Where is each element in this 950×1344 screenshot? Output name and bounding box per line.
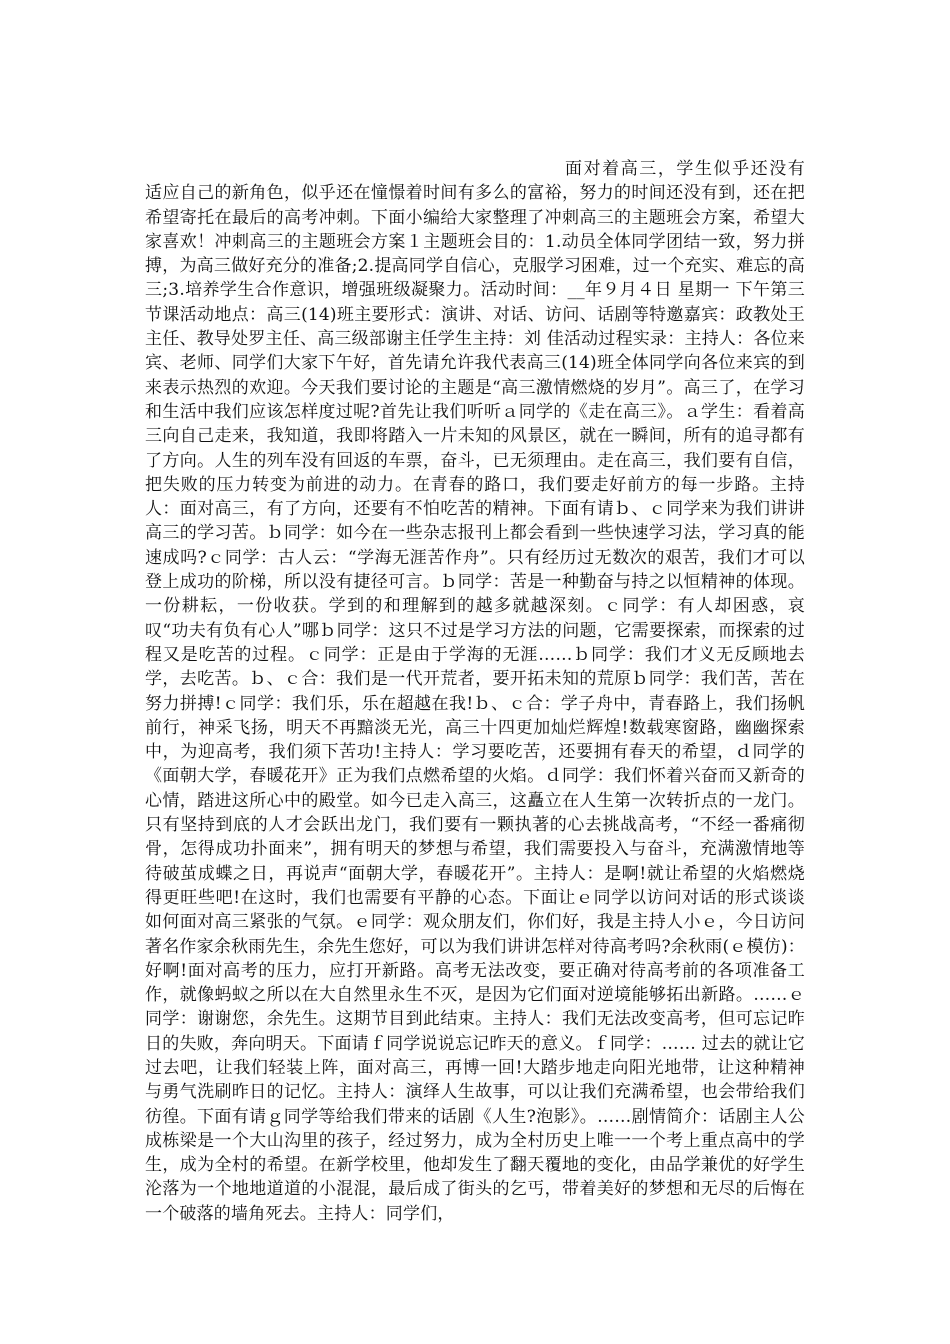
body-text: 面对着高三，学生似乎还没有适应自己的新角色，似乎还在憧憬着时间有多么的富裕，努力的时间还没有到，还在把希望寄托在最后的高考冲刺。下面小编给大家整理了冲刺高三的主题班会方案，希望大家喜欢！冲刺高三的主题班会方案１主题班会目的：1.动员全体同学团结一致，努力拼搏，为高三做好充分的准备;2.提高同学自信心，克服学习困难，过一个充实、难忘的高三;3.培养学生合作意识，增强班级凝聚力。活动时间：__年９月４日 星期一 下午第三节课活动地点：高三(14)班主要形式：演讲、对话、访问、话剧等特邀嘉宾：政教处王主任、教导处罗主任、高三级部谢主任学生主持：刘 佳活动过程实录：主持人：各位来宾、老师、同学们大家下午好，首先请允许我代表高三(14)班全体同学向各位来宾的到来表示热烈的欢迎。今天我们要讨论的主题是“高三激情燃烧的岁月”。高三了，在学习和生活中我们应该怎样度过呢?首先让我们听听ａ同学的《走在高三》。ａ学生：看着高三向自己走来，我知道，我即将踏入一片未知的风景区，就在一瞬间，所有的追寻都有了方向。人生的列车没有回返的车票，奋斗，已无须理由。走在高三，我们要有自信，把失败的压力转变为前进的动力。在青春的路口，我们要走好前方的每一步路。主持人：面对高三，有了方向，还要有不怕吃苦的精神。下面有请ｂ、ｃ同学来为我们讲讲高三的学习苦。ｂ同学：如今在一些杂志报刊上都会看到一些快速学习法，学习真的能速成吗?ｃ同学：古人云：“学海无涯苦作舟”。只有经历过无数次的艰苦，我们才可以登上成功的阶梯，所以没有捷径可言。ｂ同学：苦是一种勤奋与持之以恒精神的体现。一份耕耘，一份收获。学到的和理解到的越多就越深刻。ｃ同学：有人却困惑，哀叹“功夫有负有心人”哪ｂ同学：这只不过是学习方法的问题，它需要探索，而探索的过程又是吃苦的过程。ｃ同学：正是由于学海的无涯……ｂ同学：我们才义无反顾地去学，去吃苦。ｂ、ｃ合：我们是一代开荒者，要开拓未知的荒原ｂ同学：我们苦，苦在努力拼搏!ｃ同学：我们乐，乐在超越在我!ｂ、ｃ合：学子舟中，青春路上，我们扬帆前行，神采飞扬，明天不再黯淡无光，高三十四更加灿烂辉煌!数载寒窗路，幽幽探索中，为迎高考，我们须下苦功!主持人：学习要吃苦，还要拥有春天的希望，ｄ同学的《面朝大学，春暖花开》正为我们点燃希望的火焰。ｄ同学：我们怀着兴奋而又新奇的心情，踏进这所心中的殿堂。如今已走入高三，这矗立在人生第一次转折点的一龙门。只有坚持到底的人才会跃出龙门，我们要有一颗执著的心去挑战高考，“不经一番痛彻骨，怎得成功扑面来”，拥有明天的梦想与希望，我们需要投入与奋斗，充满激情地等待破茧成蝶之日，再说声“面朝大学，春暖花开”。主持人：是啊!就让希望的火焰燃烧得更旺些吧!在这时，我们也需要有平静的心态。下面让ｅ同学以访问对话的形式谈谈如何面对高三紧张的气氛。ｅ同学：观众朋友们，你们好，我是主持人小ｅ，今日访问著名作家余秋雨先生，余先生您好，可以为我们讲讲怎样对待高考吗?余秋雨(ｅ模仿)：好啊!面对高考的压力，应打开新路。高考无法改变，要正确对待高考前的各项准备工作，就像蚂蚁之所以在大自然里永生不灭，是因为它们面对逆境能够拓出新路。……ｅ同学：谢谢您，余先生。这期节目到此结束。主持人：我们无法改变高考，但可忘记昨日的失败，奔向明天。下面请ｆ同学说说忘记昨天的意义。ｆ同学：…… 过去的就让它过去吧，让我们轻装上阵，面对高三，再博一回!大踏步地走向阳光地带，让这种精神与勇气洗刷昨日的记忆。主持人：演绎人生故事，可以让我们充满希望，也会带给我们彷徨。下面有请ｇ同学等给我们带来的话剧《人生?泡影》。……剧情简介：话剧主人公成栋梁是一个大山沟里的孩子，经过努力，成为全村历史上唯一一个考上重点高中的学生，成为全村的希望。在新学校里，他却发生了翻天覆地的变化，由品学兼优的好学生沦落为一个地地道道的小混混，最后成了街头的乞丐，带着美好的梦想和无尽的后悔在一个破落的墙角死去。主持人：同学们，: [145, 159, 805, 1224]
